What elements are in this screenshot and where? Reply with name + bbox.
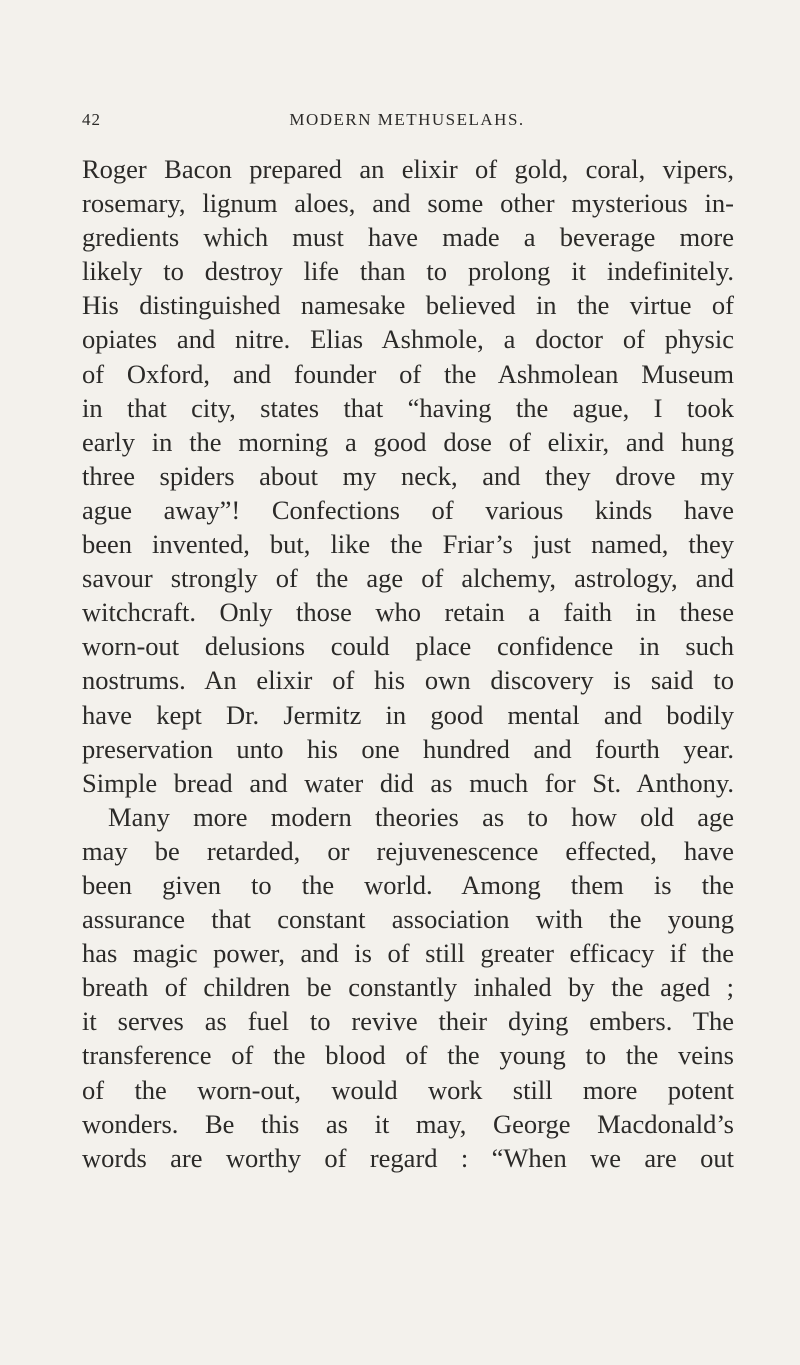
text-line: breath of children be constantly inhaled by the aged ;: [82, 972, 734, 1003]
text-line: rosemary, lignum aloes, and some other mysterious in-: [82, 188, 734, 219]
text-line: early in the morning a good dose of elixir, and hung: [82, 426, 734, 457]
paragraph-start-line: Many more modern theories as to how old age: [108, 801, 734, 832]
text-line: three spiders about my neck, and they drove my: [82, 460, 734, 491]
text-line: assurance that constant association with the young: [82, 904, 734, 935]
text-line: likely to destroy life than to prolong it indefinitely.: [82, 256, 734, 287]
running-title: MODERN METHUSELAHS.: [289, 110, 525, 129]
text-line: of the worn-out, would work still more potent: [82, 1074, 734, 1105]
body-text: [82, 152, 734, 1175]
text-line: has magic power, and is of still greater efficacy if the: [82, 938, 734, 969]
text-line: His distinguished namesake believed in the virtue of: [82, 290, 734, 321]
text-line: Simple bread and water did as much for St. Anthony.: [82, 767, 734, 798]
text-line: worn-out delusions could place confidence in such: [82, 631, 734, 662]
text-line: witchcraft. Only those who retain a faith in these: [82, 597, 734, 628]
text-line: Roger Bacon prepared an elixir of gold, coral, vipers,: [82, 154, 734, 184]
text-line: gredients which must have made a beverage more: [82, 222, 734, 253]
text-line: nostrums. An elixir of his own discovery is said to: [82, 665, 734, 696]
text-line: it serves as fuel to revive their dying embers. The: [82, 1006, 734, 1037]
text-line: may be retarded, or rejuvenescence effected, have: [82, 835, 734, 866]
text-line: ague away”! Confections of various kinds have: [82, 494, 734, 525]
page-number: 42: [82, 110, 101, 129]
text-line: savour strongly of the age of alchemy, astrology, and: [82, 563, 734, 594]
text-line: opiates and nitre. Elias Ashmole, a doctor of physic: [82, 324, 734, 355]
text-line: of Oxford, and founder of the Ashmolean Museum: [82, 358, 734, 389]
text-line: in that city, states that “having the ague, I took: [82, 392, 734, 423]
text-line: been given to the world. Among them is the: [82, 869, 734, 900]
text-line: been invented, but, like the Friar’s just named, they: [82, 529, 734, 560]
text-line: wonders. Be this as it may, George Macdonald’s: [82, 1108, 734, 1139]
text-line: words are worthy of regard : “When we are out: [82, 1142, 734, 1173]
text-line: transference of the blood of the young to the veins: [82, 1040, 734, 1071]
text-line: preservation unto his one hundred and fourth year.: [82, 733, 734, 764]
running-head: [82, 110, 732, 134]
text-line: have kept Dr. Jermitz in good mental and bodily: [82, 699, 734, 730]
